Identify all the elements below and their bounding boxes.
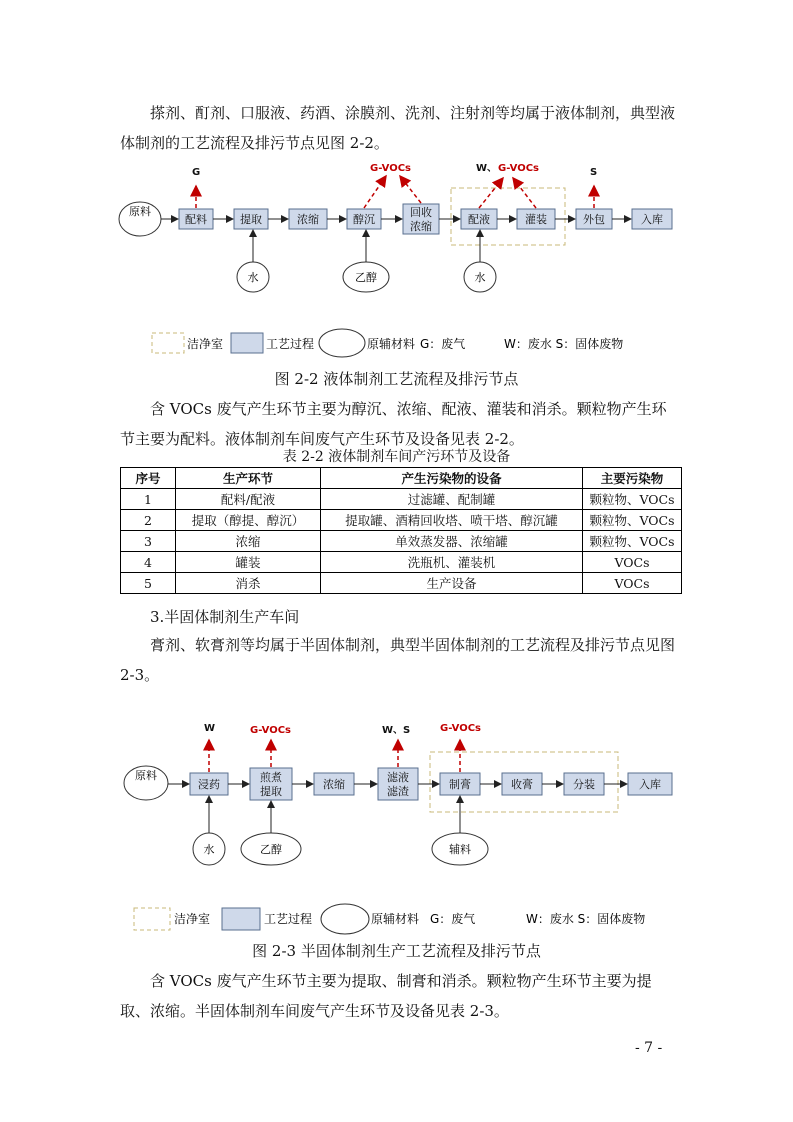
diagram-label: W：废水 S：固体废物 xyxy=(504,337,624,351)
diagram-label: G-VOCs xyxy=(440,723,481,734)
legend-process-swatch xyxy=(231,333,263,353)
figure-2-3-flowchart xyxy=(118,716,678,942)
table-header-cell: 序号 xyxy=(121,468,176,489)
diagram-label: 工艺过程 xyxy=(264,912,313,926)
table-cell: 颗粒物、VOCs xyxy=(583,531,682,552)
raw-label-1: 原料 xyxy=(129,205,151,218)
diagram-label: 入库 xyxy=(641,213,663,226)
diagram-label: W xyxy=(204,723,216,734)
table-row xyxy=(121,489,682,510)
table-cell: 提取罐、酒精回收塔、喷干塔、醇沉罐 xyxy=(321,510,583,531)
diagram-label: 洁净室 xyxy=(174,912,211,926)
table-row xyxy=(121,573,682,594)
diagram-label: 洁净室 xyxy=(187,337,224,351)
diagram-label: G-VOCs xyxy=(370,163,411,174)
legend-material-swatch xyxy=(321,904,369,934)
legend-material-swatch xyxy=(319,329,365,357)
diagram-label: W：废水 S：固体废物 xyxy=(526,912,646,926)
diagram-label: 原料 xyxy=(135,769,157,782)
table-cell: 浓缩 xyxy=(176,531,321,552)
diagram-label: 水 xyxy=(203,843,215,856)
diagram-label: 煎煮 xyxy=(260,771,282,784)
table-cell: 3 xyxy=(121,531,176,552)
diagram-label: 乙醇 xyxy=(260,843,282,856)
diagram-label: G xyxy=(192,167,201,178)
diagram-label: 浸药 xyxy=(198,778,220,791)
diagram-label: 水 xyxy=(474,271,486,284)
diagram-label: 滤渣 xyxy=(387,785,409,798)
table-cell: VOCs xyxy=(583,552,682,573)
table-cell: 2 xyxy=(121,510,176,531)
table-cell: 颗粒物、VOCs xyxy=(583,489,682,510)
table-header-cell: 生产环节 xyxy=(176,468,321,489)
paragraph-voc-semisolid: 含 VOCs 废气产生环节主要为提取、制膏和消杀。颗粒物产生环节主要为提取、浓缩。半固体制剂车间废气产生环节及设备见表 2-3。 xyxy=(120,972,652,1020)
table-header-cell: 主要污染物 xyxy=(583,468,682,489)
diagram-label: 制膏 xyxy=(449,778,471,791)
section-heading-3: 3.半固体制剂生产车间 xyxy=(150,608,300,626)
diagram-label: G-VOCs xyxy=(250,725,291,736)
diagram-label: 原辅材料 xyxy=(367,337,416,351)
figure-2-3-caption: 图 2-3 半固体制剂生产工艺流程及排污节点 xyxy=(252,942,541,960)
flow-arrow xyxy=(479,178,503,208)
table-cell: 洗瓶机、灌装机 xyxy=(321,552,583,573)
flow-arrow xyxy=(513,178,536,208)
table-row xyxy=(121,552,682,573)
table-cell: 消杀 xyxy=(176,573,321,594)
diagram-label: 原辅材料 xyxy=(371,912,420,926)
diagram-label: W、S xyxy=(382,725,411,736)
paragraph-intro-liquid: 搽剂、酊剂、口服液、药酒、涂膜剂、洗剂、注射剂等均属于液体制剂，典型液体制剂的工艺流程及排污节点见图 2-2。 xyxy=(120,104,676,152)
page-number: - 7 - xyxy=(635,1040,663,1056)
diagram-label: 浓缩 xyxy=(323,778,345,791)
diagram-label: 收膏 xyxy=(511,778,533,791)
table-cell: VOCs xyxy=(583,573,682,594)
diagram-label: 工艺过程 xyxy=(266,337,315,351)
legend-process-swatch xyxy=(222,908,260,930)
diagram-label: 入库 xyxy=(639,778,661,791)
table-cell: 5 xyxy=(121,573,176,594)
table-cell: 1 xyxy=(121,489,176,510)
table-2-2-caption: 表 2-2 液体制剂车间产污环节及设备 xyxy=(282,449,511,465)
diagram-label: G：废气 xyxy=(420,337,466,351)
diagram-label: 回收 xyxy=(410,206,432,219)
table-cell: 颗粒物、VOCs xyxy=(583,510,682,531)
table-cell: 配料/配液 xyxy=(176,489,321,510)
figure-2-2-caption: 图 2-2 液体制剂工艺流程及排污节点 xyxy=(274,370,519,388)
table-row xyxy=(121,531,682,552)
table-cell: 生产设备 xyxy=(321,573,583,594)
table-cell: 罐装 xyxy=(176,552,321,573)
table-cell: 提取（醇提、醇沉） xyxy=(176,510,321,531)
table-header-cell: 产生污染物的设备 xyxy=(321,468,583,489)
diagram-label: 提取 xyxy=(260,785,282,798)
figure-2-2-flowchart xyxy=(118,158,678,367)
table-cell: 单效蒸发器、浓缩罐 xyxy=(321,531,583,552)
diagram-label: G：废气 xyxy=(430,912,476,926)
diagram-label: 灌装 xyxy=(525,213,547,226)
table-cell: 4 xyxy=(121,552,176,573)
diagram-label: 分装 xyxy=(573,778,595,791)
flow-arrow xyxy=(364,176,386,208)
diagram-label: 醇沉 xyxy=(353,213,375,226)
diagram-label: 辅料 xyxy=(449,843,471,856)
diagram-label: 配料 xyxy=(185,213,207,226)
legend-clean-swatch xyxy=(134,908,170,930)
paragraph-voc-liquid: 含 VOCs 废气产生环节主要为醇沉、浓缩、配液、灌装和消杀。颗粒物产生环节主要为配料。液体制剂车间废气产生环节及设备见表 2-2。 xyxy=(120,400,667,448)
flow-arrow xyxy=(400,176,421,203)
diagram-label: W、 xyxy=(476,163,498,174)
diagram-label: S xyxy=(590,167,598,178)
diagram-label: 水 xyxy=(247,271,259,284)
diagram-label: 配液 xyxy=(468,213,490,226)
diagram-label: 提取 xyxy=(240,213,262,226)
table-cell: 过滤罐、配制罐 xyxy=(321,489,583,510)
diagram-label: 滤液 xyxy=(387,771,409,784)
paragraph-intro-semisolid: 膏剂、软膏剂等均属于半固体制剂，典型半固体制剂的工艺流程及排污节点见图 2-3。 xyxy=(120,636,676,684)
table-2-2 xyxy=(120,467,682,594)
diagram-label: G-VOCs xyxy=(498,163,539,174)
table-row xyxy=(121,510,682,531)
legend-clean-swatch xyxy=(152,333,184,353)
diagram-label: 浓缩 xyxy=(410,220,432,233)
diagram-label: 乙醇 xyxy=(355,271,377,284)
diagram-label: 浓缩 xyxy=(297,213,319,226)
diagram-label: 外包 xyxy=(583,213,605,226)
table-header-row xyxy=(121,468,682,489)
